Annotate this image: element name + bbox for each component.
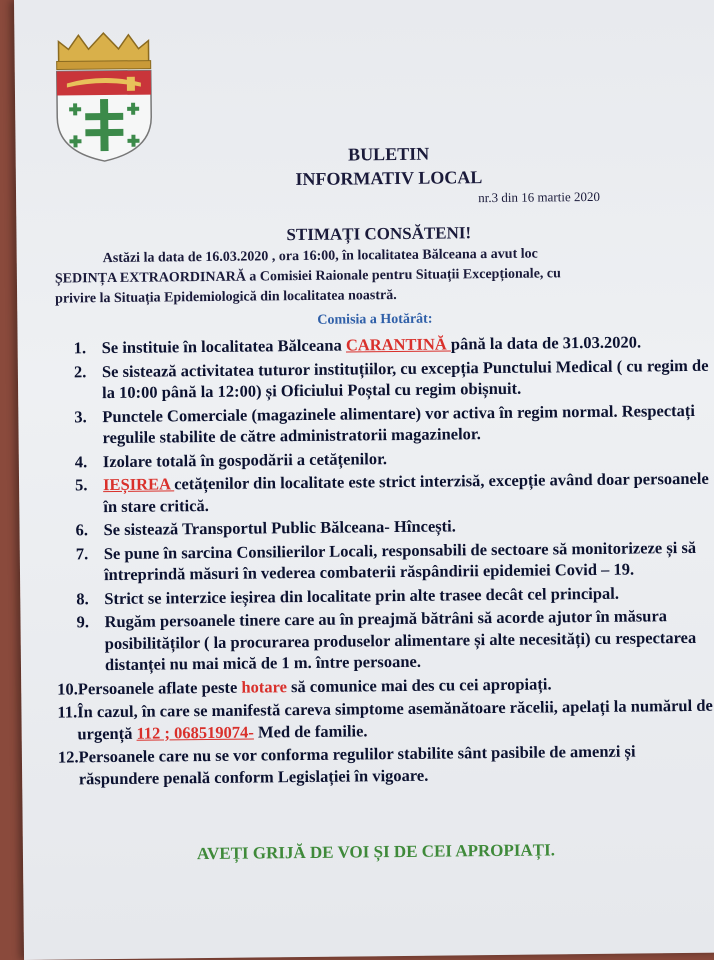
borders-highlight: hotare (241, 676, 288, 697)
closing-message: AVEȚI GRIJĂ DE VOI ȘI DE CEI APROPIAȚI. (196, 840, 556, 864)
intro-line: privire la Situația Epidemiologică din localitatea noastră. (55, 288, 397, 307)
greeting: STIMAȚI CONSĂTENI! (286, 223, 472, 245)
intro-line: Astăzi la data de 16.03.2020 , ora 16:00, în localitatea Bălceana a avut loc (102, 246, 538, 267)
list-item: 12. Persoanele care nu se vor conforma regulilor stabilite sânt pasibile de amenzi și răspundere penală conform Legislației în vigoare. (57, 741, 636, 788)
list-item: 8. Strict se interzice ieșirea din localitate prin alte trasee decât cel principal. (76, 583, 620, 608)
list-item: 9. Rugăm persoanele tinere care au în preajmă bătrâni să acorde ajutor în măsura posibilităților ( la procurarea produselor alimentare și alte necesități) cu respectarea distanței nu mai mică de 1 m. între persoane. (76, 606, 697, 675)
list-item: 2. Se sistează activitatea tuturor instituțiilor, cu excepția Punctului Medical ( cu regim de la 10:00 până la 12:00) și Oficiului Poștal cu regim obișnuit. (73, 355, 709, 403)
intro-line: ȘEDINȚA EXTRAORDINARĂ a Comisiei Raionale pentru Situații Excepționale, cu (54, 266, 561, 287)
emergency-number: 112 ; 068519074- (136, 722, 254, 743)
decision-list (57, 331, 714, 792)
list-item: 11. În cazul, în care se manifestă careva simptome asemănătoare răcelii, apelați la numărul de urgență 112 ; 068519074- Med de familie. (57, 695, 713, 743)
list-item: 4. Izolare totală în gospodării a cetățenilor. (74, 448, 388, 471)
list-item: 7. Se pune în sarcina Consilierilor Locali, responsabili de sectoare să monitorizeze și să întreprindă măsuri în vederea combaterii răspândirii epidemiei Covid – 19. (75, 537, 697, 585)
list-item: 10. Persoanele aflate peste hotare să comunice mai des cu cei apropiați. (57, 673, 552, 699)
intro-paragraph (55, 243, 696, 310)
decision-heading: Comisia a Hotărât: (317, 311, 433, 328)
list-item: 3. Punctele Comerciale (magazinele alimentare) vor activa în regim normal. Respectați regulile stabilite de către administratorii magazinelor. (74, 400, 696, 448)
bulletin-issue: nr.3 din 16 martie 2020 (478, 188, 601, 206)
list-item: 1. Se instituie în localitatea Bălceana CARANTINĂ până la data de 31.03.2020. (73, 332, 642, 358)
quarantine-highlight: CARANTINĂ (345, 334, 451, 355)
coat-of-arms-icon (44, 28, 163, 163)
exit-highlight: IEȘIREA (102, 474, 175, 495)
bulletin-page (14, 0, 714, 960)
list-item: 5. IEȘIREA cetățenilor din localitate este strict interzisă, excepție având doar persoanele în stare critică. (74, 468, 709, 516)
bulletin-title: BULETIN (348, 143, 430, 165)
bulletin-subtitle: INFORMATIV LOCAL (295, 167, 483, 190)
list-item: 6. Se sistează Transportul Public Bălceana- Hîncești. (75, 516, 456, 540)
